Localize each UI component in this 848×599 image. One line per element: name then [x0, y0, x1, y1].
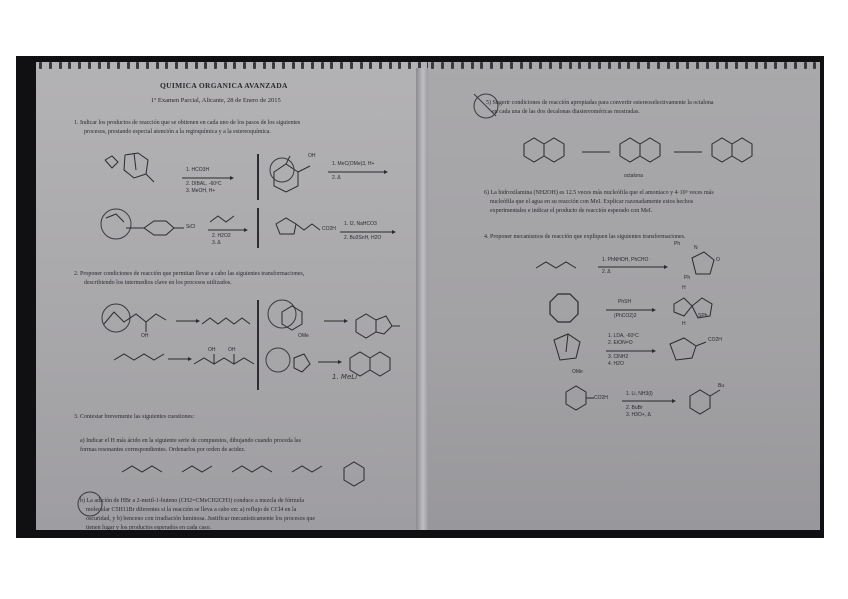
question-2-line-2: describiendo los intermedios clave en los procesos utilizados.	[84, 280, 232, 286]
octalone-structure	[616, 128, 686, 168]
q4-reaction-arrow-2	[606, 308, 656, 312]
reagent-d-2: 2. Bu3SnH, H2O	[344, 235, 382, 241]
oh-group-label: OH	[208, 347, 216, 353]
question-3b-line-4: tienen lugar y los productos esperados en cada caso.	[86, 525, 212, 530]
reagent-c-2: 3. Δ	[212, 240, 221, 246]
question-6-line-1: 6) La hidroxilamina (NH2OH) es 12.5 veces más nucleófila que el amoniaco y 4·10⁵ veces más	[484, 190, 714, 196]
reagent-b-1: 1. MeC(OMe)3, H+	[332, 161, 375, 167]
oh-group-label: OH	[141, 333, 149, 339]
question-1-line-1: 1. Indicar los productos de reacción que se obtienen en cada uno de los pasos de los siguientes	[74, 120, 301, 126]
q4-bicyclic-sulfide-structure	[668, 290, 718, 330]
reagent-4-4a: 1. Li, NH3(l)	[626, 391, 653, 397]
octalona-label: octalona	[624, 173, 643, 179]
oh-group-label: OH	[228, 347, 236, 353]
h-label: H	[682, 285, 686, 291]
photo-background	[16, 56, 824, 538]
q2-diol-product-structure	[194, 347, 264, 380]
question-3a-line-1: a) Indicar el H más ácido en la siguiente serie de compuestos, dibujando cuando proceda las	[80, 438, 301, 444]
question-5-line-1: 5) Sugerir condiciones de reacción apropiadas para convertir estereoselectivamente la octalona	[486, 100, 714, 106]
exam-left-page	[36, 62, 434, 530]
question-5-line-2: en cada una de las dos decalonas diastereoméricas mostradas.	[492, 109, 640, 115]
h-label: H	[682, 321, 686, 327]
question-3-heading: 3. Contestar brevemente las siguientes cuestiones:	[74, 414, 195, 420]
exam-subtitle: 1º Examen Parcial, Alicante, 28 de Enero de 2015	[151, 97, 281, 104]
question-1-line-2: procesos, prestando especial atención a la regioquímica y a la estereoquímica.	[84, 129, 271, 135]
question-3b-line-1: b) La adición de HBr a 2-metil-1-buteno (CH2=CMeCH2CH3) conduce a mezcla de fórmula	[80, 498, 304, 504]
reagent-a-2: 2. DIBAL, -60ºC	[186, 181, 222, 187]
q2-reaction-arrow-c	[168, 357, 192, 361]
q4-enone-structure	[536, 252, 596, 276]
reagent-4-1a: 1. PhNHOH, PhCHO	[602, 257, 649, 263]
decalone-structure-left	[520, 128, 590, 168]
question-3b-line-3: oscuridad, y b) benceno con irradiación luminosa. Justificar mecanísticamente los procesos que	[86, 516, 316, 522]
q2-benzofuranone-structure	[352, 308, 412, 338]
reagent-4-4b: 2. BuBr	[626, 405, 643, 411]
decalone-structure-right	[708, 128, 778, 168]
divider-line	[257, 208, 259, 248]
allyl-reagent-structure	[210, 214, 240, 224]
q1-reaction-arrow-d	[340, 230, 396, 234]
handwritten-note: 1. MeLi	[332, 373, 358, 381]
q2-ketone-chain-structure	[114, 346, 184, 376]
question-6-line-2: nucleófila que el agua en su reacción con MeI. Explicar razonadamente estos hechos	[490, 199, 694, 205]
decalone-dash-left	[582, 150, 612, 154]
question-6-line-3: experimentales e indicar el producto de reacción esperado con MeI.	[490, 208, 653, 214]
question-3a-line-2: formas resonantes correspondientes. Ordenarlos por orden de acidez.	[80, 447, 246, 453]
q2-lactone-structure	[264, 346, 324, 386]
q2-reaction-arrow-a	[176, 319, 200, 323]
exam-right-page	[428, 62, 820, 530]
q4-cyclooctatetraene-structure	[544, 290, 584, 330]
co2h-group-label: CO2H	[322, 226, 336, 232]
hand-drawn-circle-mark	[76, 490, 106, 520]
q1-acid-structure	[268, 212, 348, 242]
ome-label: OMe	[572, 369, 583, 375]
reagent-4-4c: 3. H3O+, Δ	[626, 412, 651, 418]
q1-cyclohexenol-structure	[266, 154, 326, 194]
question-3b-line-2: molecular C5H11Br diferentes si la reacción se lleva a cabo en: a) reflujo de CCl4 en la	[86, 507, 297, 513]
q2-product-chain-structure	[202, 310, 262, 330]
reagent-d-1: 1. I2, NaHCO3	[344, 221, 377, 227]
reagent-4-3c: 3. ClNH2	[608, 354, 629, 360]
divider-line	[257, 154, 259, 200]
bu-label: Bu	[718, 383, 725, 389]
reagent-b-2: 2. Δ	[332, 175, 341, 181]
reagent-4-3b: 2. EtON=O	[608, 340, 633, 346]
question-2-line-1: 2. Proponer condiciones de reacción que permitan llevar a cabo las siguientes transformaciones,	[74, 271, 305, 277]
co2h-label: CO2H	[708, 337, 722, 343]
reagent-4-1b: 2. Δ	[602, 269, 611, 275]
reagent-4-2a: PhSH	[618, 299, 632, 305]
reagent-4-3d: 4. H2O	[608, 361, 624, 367]
q4-reaction-arrow-3	[606, 349, 656, 353]
sicl-group-label: SiCl	[186, 224, 196, 230]
n-label: N	[694, 245, 698, 251]
q3-compound-series-structures	[122, 458, 382, 488]
ph-label: Ph	[684, 275, 691, 281]
q2-anisole-structure	[264, 300, 324, 340]
exam-title: QUIMICA ORGANICA AVANZADA	[160, 81, 288, 90]
reagent-4-3a: 1. LDA, -60ºC	[608, 333, 639, 339]
sph-label: SPh	[698, 313, 708, 319]
ph-label: Ph	[674, 241, 681, 247]
q1-reaction-arrow-b	[328, 170, 388, 174]
spiral-binding-holes	[36, 62, 434, 70]
q4-bicyclic-ketone-structure	[544, 330, 594, 370]
q4-cyclohexenone-structure	[684, 384, 734, 424]
q2-reaction-arrow-d	[318, 360, 342, 364]
decalone-dash-right	[674, 150, 704, 154]
ome-group-label: OMe	[298, 333, 309, 339]
reagent-c-1: 2. H2O2	[212, 233, 231, 239]
q1-bicyclic-ketone-structure	[100, 150, 170, 190]
q1-reaction-arrow-a	[182, 176, 234, 180]
spiral-binding-holes	[428, 62, 820, 70]
reagent-4-2b: (PhCO2)2	[614, 313, 637, 319]
question-4-heading: 4. Proponer mecanismos de reacción que expliquen las siguientes transformaciones.	[484, 234, 686, 240]
q4-bicyclic-acid-structure	[664, 330, 724, 370]
q2-reaction-arrow-b	[324, 319, 348, 323]
reagent-a-1: 1. HCO3H	[186, 167, 210, 173]
o-label: O	[716, 257, 720, 263]
reagent-a-3: 3. MeOH, H+	[186, 188, 216, 194]
q1-reaction-arrow-c	[208, 228, 248, 232]
oh-group-label: OH	[308, 153, 316, 159]
q4-reaction-arrow-4	[622, 399, 676, 403]
co2h-label: CO2H	[594, 395, 608, 401]
